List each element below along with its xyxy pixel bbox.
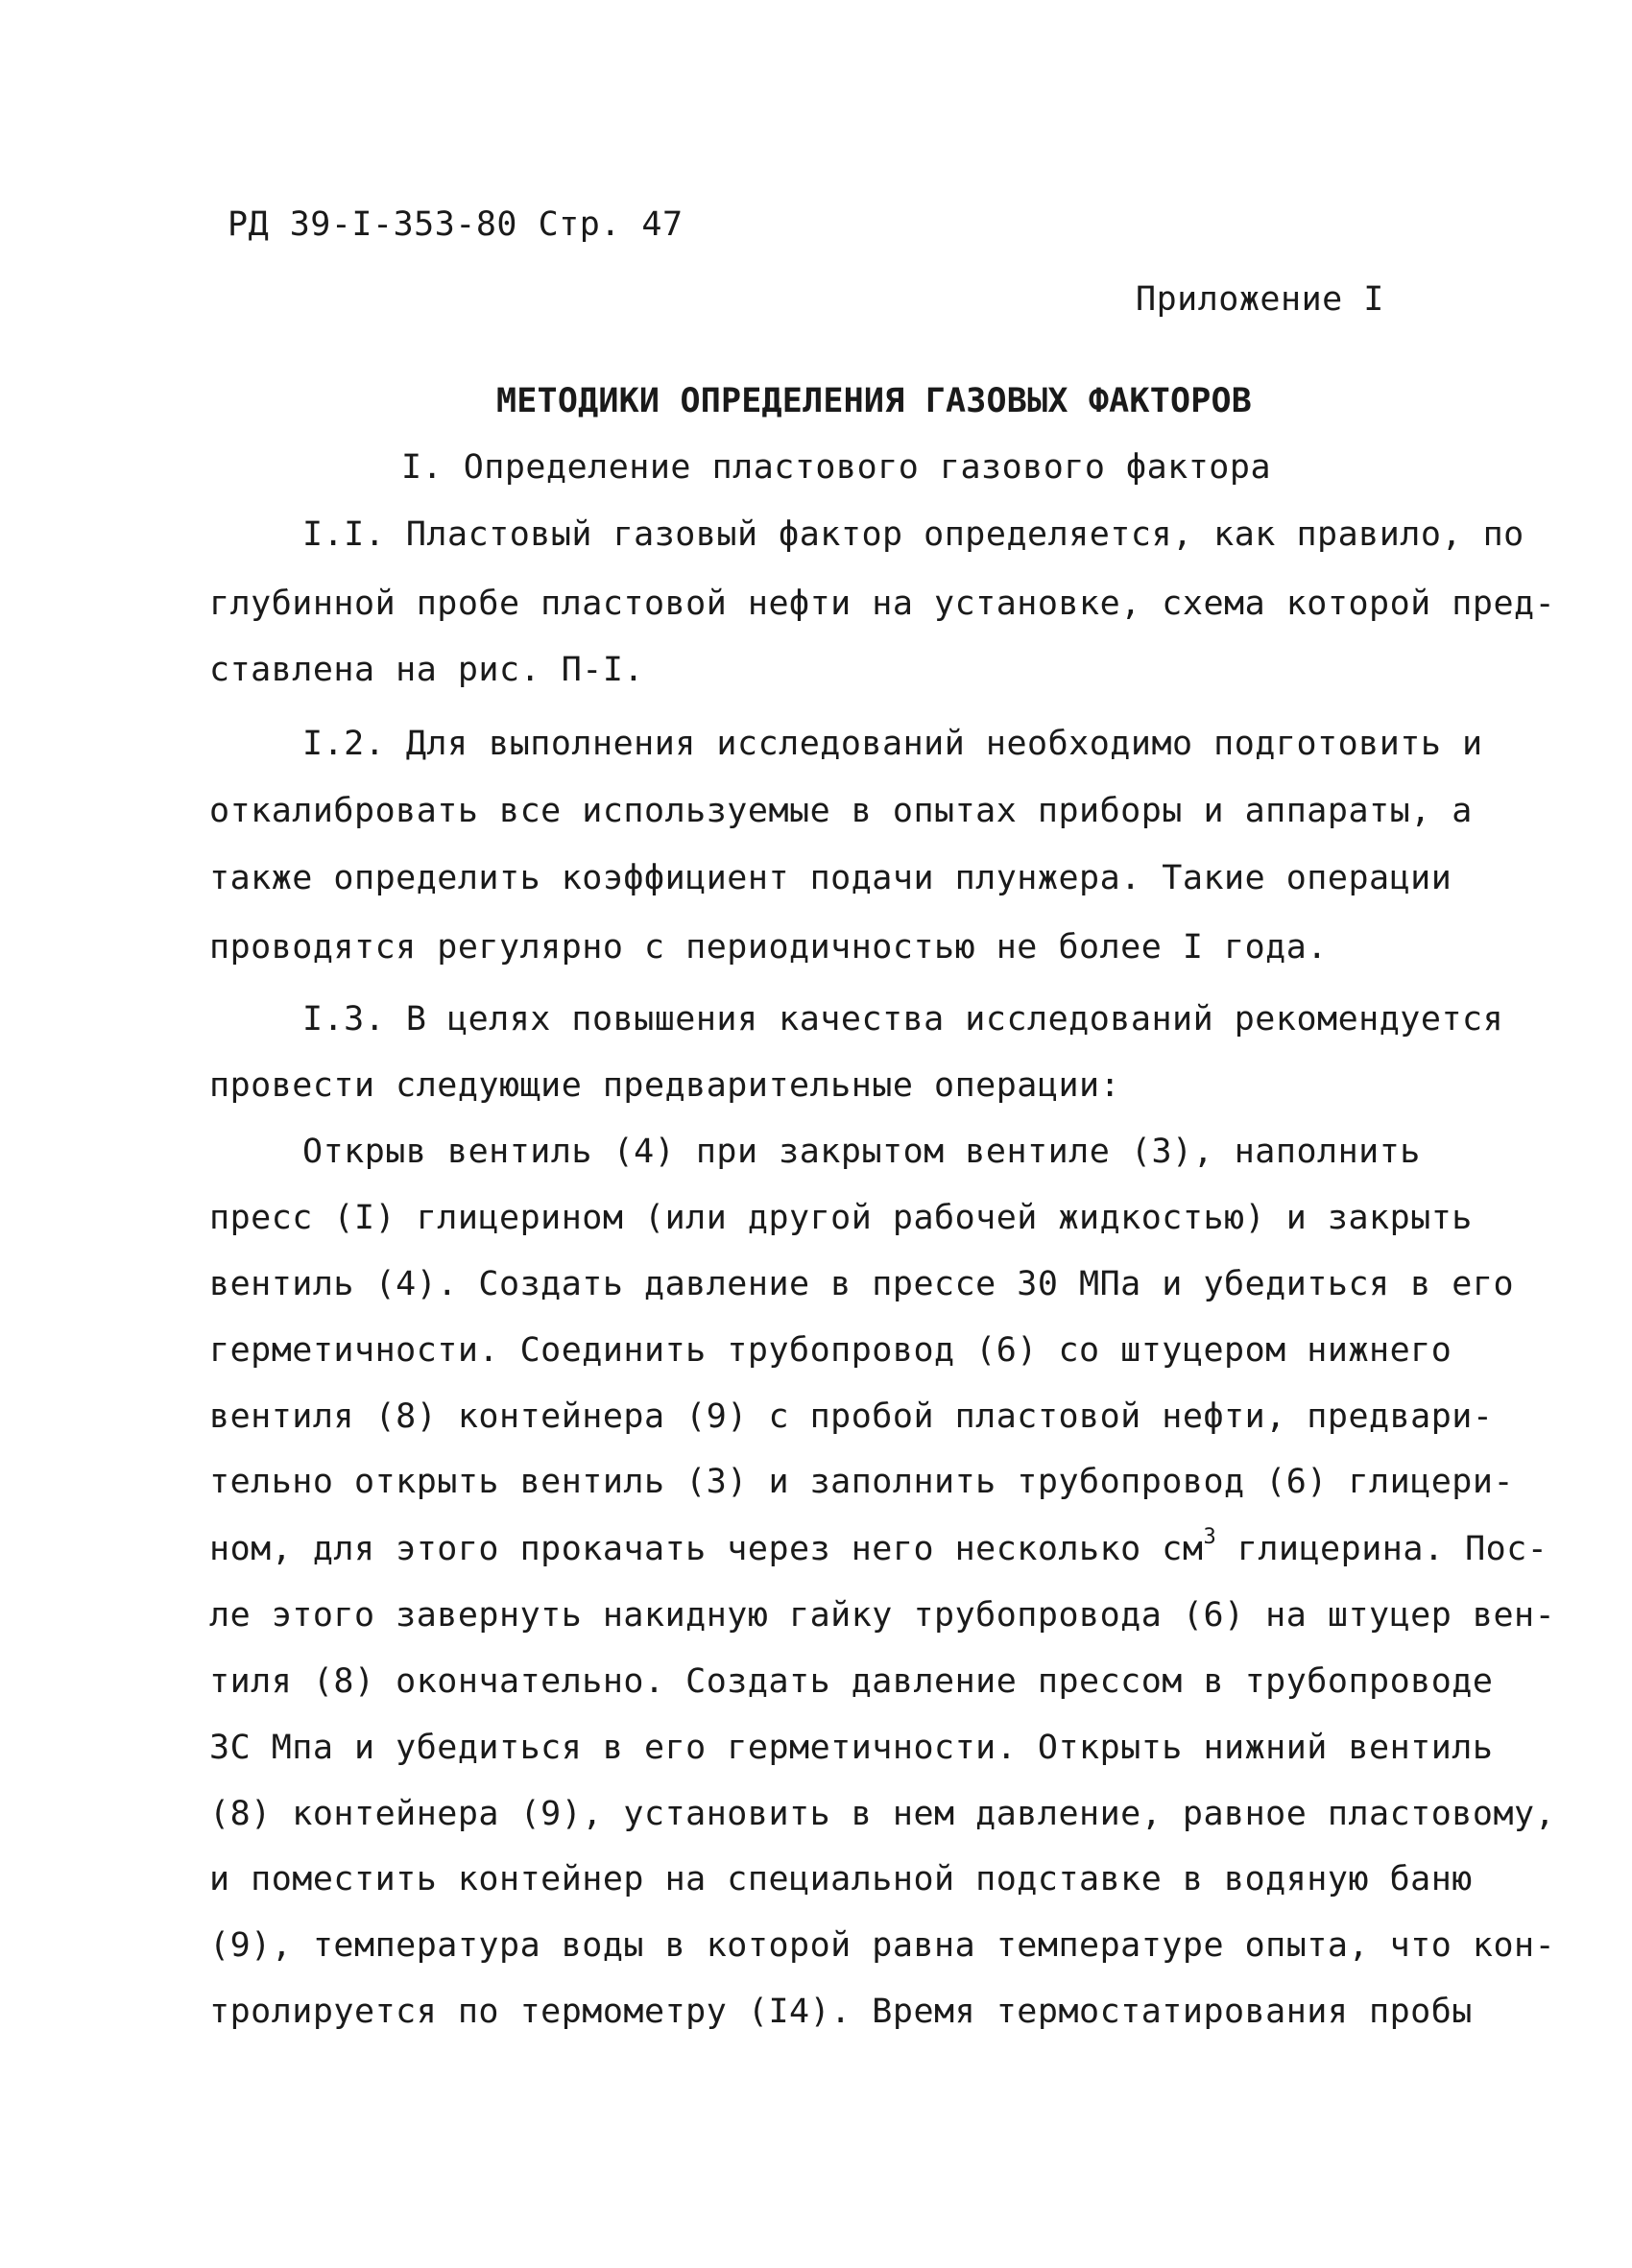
procedure-line: 3С Мпа и убедиться в его герметичности. Открыть нижний вентиль [209, 1729, 1494, 1767]
procedure-line-with-superscript [209, 1525, 1548, 1570]
paragraph-1-3-line: провести следующие предварительные операции: [209, 1066, 1121, 1105]
procedure-line: тиля (8) окончательно. Создать давление прессом в трубопроводе [209, 1662, 1494, 1701]
paragraph-1-1-line: I.I. Пластовый газовый фактор определяется, как правило, по [302, 515, 1524, 554]
appendix-label: Приложение I [1136, 280, 1384, 319]
procedure-line: ле этого завернуть накидную гайку трубопровода (6) на штуцер вен- [209, 1596, 1556, 1635]
document-header: РД 39-I-353-80 Стр. 47 [228, 205, 684, 244]
procedure-line: (9), температура воды в которой равна температуре опыта, что кон- [209, 1926, 1556, 1965]
procedure-line: вентиль (4). Создать давление в прессе 30 МПа и убедиться в его [209, 1265, 1515, 1303]
procedure-line: вентиля (8) контейнера (9) с пробой пластовой нефти, предвари- [209, 1397, 1494, 1436]
paragraph-1-2-line: проводятся регулярно с периодичностью не более I года. [209, 928, 1328, 967]
procedure-line: (8) контейнера (9), установить в нем давление, равное пластовому, [209, 1795, 1556, 1833]
procedure-line: и поместить контейнер на специальной подставке в водяную баню [209, 1860, 1473, 1898]
procedure-line: Открыв вентиль (4) при закрытом вентиле (3), наполнить [302, 1133, 1421, 1171]
procedure-line: пресс (I) глицерином (или другой рабочей жидкостью) и закрыть [209, 1199, 1473, 1237]
paragraph-1-2-line: также определить коэффициент подачи плунжера. Такие операции [209, 859, 1452, 897]
section-heading: I. Определение пластового газового фактора [401, 448, 1272, 487]
superscript-cube: 3 [1203, 1525, 1217, 1550]
procedure-line: тельно открыть вентиль (3) и заполнить трубопровод (6) глицери- [209, 1463, 1515, 1501]
paragraph-1-2-line: откалибровать все используемые в опытах приборы и аппараты, а [209, 792, 1473, 830]
paragraph-1-3-line: I.3. В целях повышения качества исследований рекомендуется [302, 1000, 1504, 1039]
procedure-line: герметичности. Соединить трубопровод (6) со штуцером нижнего [209, 1331, 1452, 1370]
paragraph-1-1-line: глубинной пробе пластовой нефти на установке, схема которой пред- [209, 585, 1556, 623]
paragraph-1-2-line: I.2. Для выполнения исследований необходимо подготовить и [302, 725, 1483, 763]
procedure-line-text: ном, для этого прокачать через него несколько см [209, 1530, 1204, 1568]
page-title: МЕТОДИКИ ОПРЕДЕЛЕНИЯ ГАЗОВЫХ ФАКТОРОВ [496, 382, 1253, 420]
procedure-line-tail: глицерина. Пос- [1216, 1530, 1548, 1568]
procedure-line: тролируется по термометру (I4). Время термостатирования пробы [209, 1993, 1473, 2031]
paragraph-1-1-line: ставлена на рис. П-I. [209, 651, 645, 689]
